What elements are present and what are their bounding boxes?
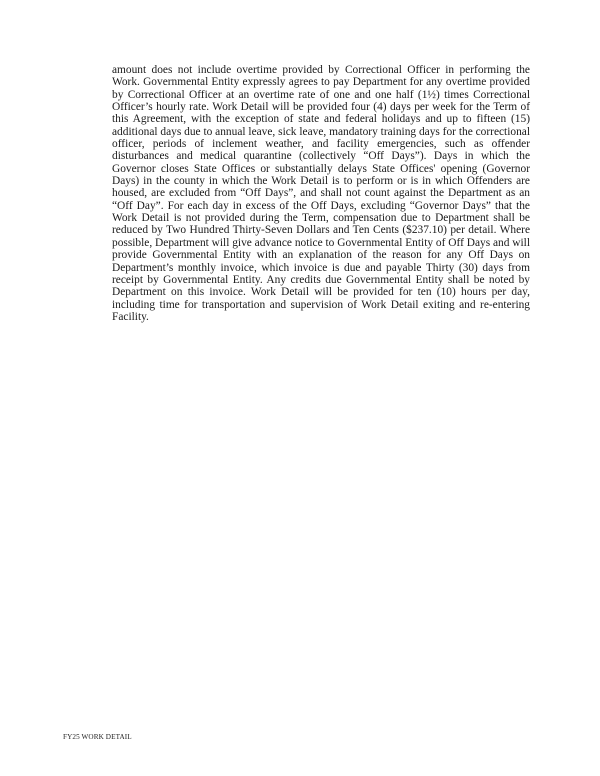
body-paragraph: amount does not include overtime provided by Correctional Officer in performing the Work. Governmental Entity expressly agrees to pay Department for any overtime provided by Correctional Officer at an overtime rate of one and one half (1½) times Correctional Officer’s hourly rate. Work Detail will be provided four (4) days per week for the Term of this Agreement, with the exception of state and federal holidays and up to fifteen (15) additional days due to annual leave, sick leave, mandatory training days for the correctional officer, periods of inclement weather, and facility emergencies, such as offender disturbances and medical quarantine (collectively “Off Days”). Days in which the Governor closes State Offices or substantially delays State Offices' opening (Governor Days) in the county in which the Work Detail is to perform or is in which Offenders are housed, are excluded from “Off Days”, and shall not count against the Department as an “Off Day”. For each day in excess of the Off Days, excluding “Governor Days” that the Work Detail is not provided during the Term, compensation due to Department shall be reduced by Two Hundred Thirty-Seven Dollars and Ten Cents ($237.10) per detail. Where possible, Department will give advance notice to Governmental Entity of Off Days and will provide Governmental Entity with an explanation of the reason for any Off Days on Department’s monthly invoice, which invoice is due and payable Thirty (30) days from receipt by Governmental Entity. Any credits due Governmental Entity shall be noted by Department on this invoice. Work Detail will be provided for ten (10) hours per day, including time for transportation and supervision of Work Detail exiting and re-entering Facility. [112,64,530,323]
page-footer: FY25 WORK DETAIL [63,733,132,741]
